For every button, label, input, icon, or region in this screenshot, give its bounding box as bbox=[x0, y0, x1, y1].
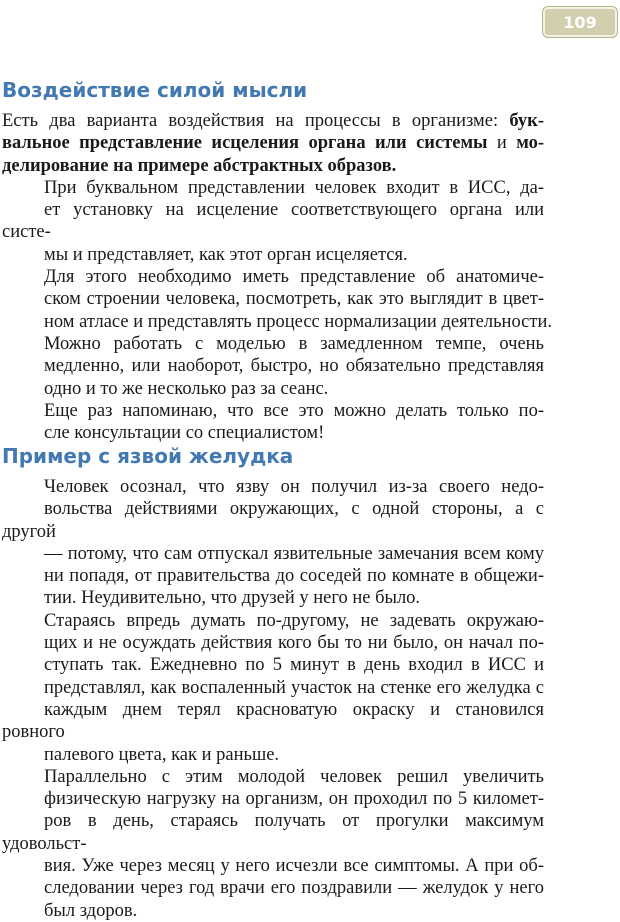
text-line: ров в день, стараясь получать от прогулки максимум удовольст- bbox=[2, 811, 544, 854]
text-line: ни попадя, от правительства до соседей по комнате в общежи- bbox=[44, 566, 544, 587]
text-line: Человек осознал, что язву он получил из-за своего недо- bbox=[44, 477, 544, 497]
text-line: щих и не осуждать действия кого бы то ни было, он начал по- bbox=[44, 633, 544, 654]
text-line: Можно работать с моделью в замедленном темпе, очень bbox=[44, 333, 544, 354]
text-line: вольства действиями окружающих, с одной стороны, а с другой bbox=[2, 499, 544, 542]
text-line: Для этого необходимо иметь представление об анатомиче- bbox=[44, 267, 544, 288]
text-line: физическую нагрузку на организм, он проходил по 5 километ- bbox=[44, 789, 544, 810]
bold-text: делирование на примере абстрактных образов. bbox=[2, 155, 397, 176]
section-heading-ulcer-example: Пример с язвой желудка bbox=[2, 444, 294, 468]
text-line: ступать так. Ежедневно по 5 минут в день входил в ИСС и bbox=[44, 655, 544, 676]
text-line bbox=[2, 132, 544, 154]
text-line: Еще раз напоминаю, что все это можно делать только по- bbox=[44, 400, 544, 421]
text-line: При буквальном представлении человек входит в ИСС, да- bbox=[44, 177, 544, 198]
section-heading-mind-influence: Воздействие силой мысли bbox=[2, 78, 308, 102]
text-segment: Есть два варианта воздействия на процессы в организме: bbox=[2, 111, 510, 131]
text-line: следовании через год врачи его поздравили — желудок у него bbox=[44, 878, 544, 899]
text-line bbox=[2, 155, 544, 177]
text-line: каждым днем терял красноватую окраску и становился ровного bbox=[2, 699, 544, 743]
text-line: вия. Уже через месяц у него исчезли все симптомы. А при об- bbox=[44, 856, 544, 877]
bold-text: бук- bbox=[509, 111, 544, 131]
bold-text: мо- bbox=[516, 133, 545, 154]
text-line: Стараясь впредь думать по-другому, не задевать окружаю- bbox=[44, 610, 544, 631]
text-line: сле консультации со специалистом! bbox=[44, 423, 325, 444]
paragraph bbox=[2, 766, 544, 922]
paragraph bbox=[2, 333, 544, 400]
text-line: ном атласе и представлять процесс нормализации деятельности. bbox=[44, 311, 552, 332]
text-line: палевого цвета, как и раньше. bbox=[44, 744, 280, 765]
text-line: Параллельно с этим молодой человек решил увеличить bbox=[44, 766, 544, 787]
text-line: ет установку на исцеление соответствующего органа или систе- bbox=[2, 200, 544, 243]
text-segment: и bbox=[487, 133, 517, 154]
text-line: медленно, или наоборот, быстро, но обязательно представляя bbox=[44, 356, 544, 377]
bold-text: вальное представление исцеления органа или системы bbox=[2, 133, 488, 154]
text-line: тии. Неудивительно, что друзей у него не было. bbox=[44, 588, 421, 609]
text-line: был здоров. bbox=[44, 900, 138, 921]
text-line: — потому, что сам отпускал язвительные замечания всем кому bbox=[44, 543, 544, 564]
text-line: представлял, как воспаленный участок на стенке его желудка с bbox=[44, 677, 544, 698]
paragraph bbox=[2, 610, 544, 766]
section-body-ulcer-example bbox=[2, 476, 544, 922]
text-line: мы и представляет, как этот орган исцеляется. bbox=[44, 244, 408, 265]
text-line: ском строении человека, посмотреть, как это выглядит в цвет- bbox=[44, 289, 544, 310]
text-line: одно и то же несколько раз за сеанс. bbox=[44, 378, 329, 399]
paragraph bbox=[2, 177, 544, 266]
intro-paragraph bbox=[2, 110, 544, 177]
paragraph bbox=[2, 266, 552, 333]
paragraph bbox=[2, 476, 544, 610]
page-number-badge: 109 bbox=[542, 6, 618, 38]
paragraph bbox=[2, 400, 544, 445]
text-line bbox=[2, 110, 544, 132]
section-body-mind-influence bbox=[2, 110, 552, 444]
